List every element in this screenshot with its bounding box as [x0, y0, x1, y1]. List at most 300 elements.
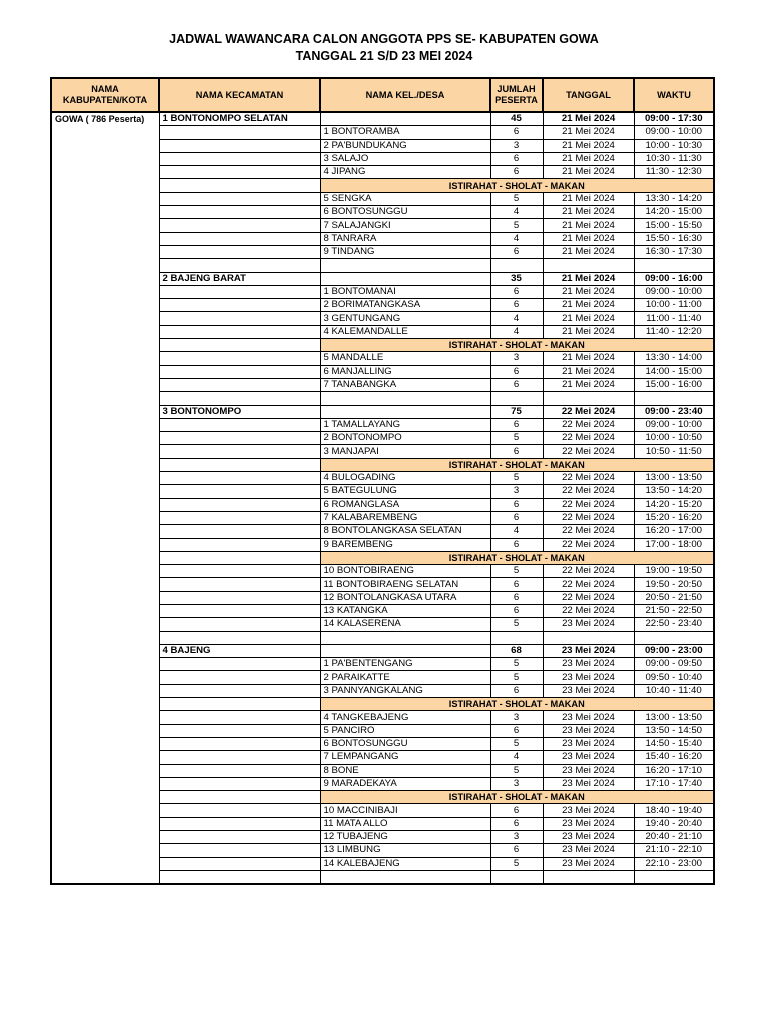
kecamatan-summary-row: [51, 644, 714, 657]
desa-name: 4 BULOGADING: [320, 472, 490, 485]
waktu-range: 13:30 - 14:20: [634, 192, 714, 205]
waktu-range: 10:00 - 10:50: [634, 432, 714, 445]
kabupaten-cell: [51, 525, 159, 538]
kabupaten-cell: [51, 206, 159, 219]
tanggal-value: 22 Mei 2024: [543, 565, 634, 578]
tanggal-value: 22 Mei 2024: [543, 405, 634, 418]
tanggal-value: 22 Mei 2024: [543, 498, 634, 511]
break-row: [51, 179, 714, 192]
kecamatan-cell: [159, 232, 320, 245]
tanggal-cell: [543, 870, 634, 884]
tanggal-value: 21 Mei 2024: [543, 152, 634, 165]
jumlah-value: 6: [490, 126, 543, 139]
waktu-range: 13:00 - 13:50: [634, 711, 714, 724]
break-label: ISTIRAHAT - SHOLAT - MAKAN: [320, 179, 714, 192]
kecamatan-cell: [159, 219, 320, 232]
break-label: ISTIRAHAT - SHOLAT - MAKAN: [320, 339, 714, 352]
desa-cell: [320, 405, 490, 418]
kabupaten-cell: [51, 312, 159, 325]
desa-name: 1 BONTORAMBA: [320, 126, 490, 139]
waktu-range: 11:30 - 12:30: [634, 166, 714, 179]
tanggal-value: 21 Mei 2024: [543, 325, 634, 338]
tanggal-value: 23 Mei 2024: [543, 644, 634, 657]
jumlah-value: 6: [490, 418, 543, 431]
table-row: [51, 658, 714, 671]
table-row: [51, 352, 714, 365]
kecamatan-cell: [159, 578, 320, 591]
kecamatan-cell: [159, 618, 320, 631]
kabupaten-name: GOWA ( 786 Peserta): [51, 112, 159, 126]
tanggal-value: 22 Mei 2024: [543, 578, 634, 591]
waktu-range: 10:00 - 10:30: [634, 139, 714, 152]
table-row: [51, 378, 714, 391]
kecamatan-cell: [159, 817, 320, 830]
jumlah-value: 4: [490, 312, 543, 325]
kecamatan-summary-row: [51, 405, 714, 418]
waktu-range: 11:00 - 11:40: [634, 312, 714, 325]
desa-name: 3 PANNYANGKALANG: [320, 684, 490, 697]
kabupaten-cell: [51, 418, 159, 431]
kecamatan-name: 2 BAJENG BARAT: [159, 272, 320, 285]
kecamatan-cell: [159, 498, 320, 511]
waktu-range: 14:20 - 15:00: [634, 206, 714, 219]
desa-name: 3 SALAJO: [320, 152, 490, 165]
header-jumlah: JUMLAH PESERTA: [490, 78, 543, 112]
kabupaten-cell: [51, 299, 159, 312]
jumlah-value: 6: [490, 538, 543, 551]
kecamatan-cell: [159, 458, 320, 471]
table-row: [51, 618, 714, 631]
kecamatan-cell: [159, 206, 320, 219]
kabupaten-cell: [51, 498, 159, 511]
kabupaten-cell: [51, 392, 159, 405]
waktu-range: 21:50 - 22:50: [634, 604, 714, 617]
kecamatan-summary-row: [51, 112, 714, 126]
tanggal-value: 23 Mei 2024: [543, 684, 634, 697]
desa-name: 2 PARAIKATTE: [320, 671, 490, 684]
kabupaten-cell: [51, 245, 159, 258]
table-row: [51, 684, 714, 697]
jumlah-cell: [490, 870, 543, 884]
kabupaten-cell: [51, 618, 159, 631]
desa-name: 13 KATANGKA: [320, 604, 490, 617]
jumlah-value: 5: [490, 737, 543, 750]
tanggal-value: 23 Mei 2024: [543, 857, 634, 870]
jumlah-value: 3: [490, 777, 543, 790]
kabupaten-cell: [51, 472, 159, 485]
desa-name: 3 MANJAPAI: [320, 445, 490, 458]
break-row: [51, 458, 714, 471]
desa-cell: [320, 392, 490, 405]
desa-name: 9 TINDANG: [320, 245, 490, 258]
jumlah-value: 3: [490, 485, 543, 498]
desa-cell: [320, 112, 490, 126]
header-row: [51, 78, 714, 112]
waktu-range: 11:40 - 12:20: [634, 325, 714, 338]
table-row: [51, 817, 714, 830]
kecamatan-cell: [159, 791, 320, 804]
kecamatan-name: 4 BAJENG: [159, 644, 320, 657]
kecamatan-cell: [159, 698, 320, 711]
waktu-range: 09:00 - 10:00: [634, 285, 714, 298]
kecamatan-cell: [159, 870, 320, 884]
table-row: [51, 285, 714, 298]
desa-name: 9 MARADEKAYA: [320, 777, 490, 790]
desa-name: 1 TAMALLAYANG: [320, 418, 490, 431]
table-row: [51, 139, 714, 152]
table-row: [51, 418, 714, 431]
header-tanggal: TANGGAL: [543, 78, 634, 112]
document-subtitle: TANGGAL 21 S/D 23 MEI 2024: [295, 49, 473, 63]
desa-name: 11 MATA ALLO: [320, 817, 490, 830]
jumlah-value: 5: [490, 671, 543, 684]
table-row: [51, 724, 714, 737]
kabupaten-cell: [51, 126, 159, 139]
kabupaten-cell: [51, 325, 159, 338]
jumlah-value: 6: [490, 365, 543, 378]
desa-cell: [320, 644, 490, 657]
table-row: [51, 485, 714, 498]
waktu-range: 16:20 - 17:10: [634, 764, 714, 777]
jumlah-value: 6: [490, 152, 543, 165]
desa-cell: [320, 631, 490, 644]
jumlah-total: 35: [490, 272, 543, 285]
waktu-range: 10:50 - 11:50: [634, 445, 714, 458]
waktu-cell: [634, 392, 714, 405]
table-row: [51, 152, 714, 165]
tanggal-value: 23 Mei 2024: [543, 764, 634, 777]
kecamatan-cell: [159, 591, 320, 604]
tanggal-value: 23 Mei 2024: [543, 751, 634, 764]
kabupaten-cell: [51, 831, 159, 844]
tanggal-cell: [543, 392, 634, 405]
waktu-range: 15:00 - 16:00: [634, 378, 714, 391]
desa-name: 9 BAREMBENG: [320, 538, 490, 551]
jumlah-value: 4: [490, 751, 543, 764]
tanggal-value: 23 Mei 2024: [543, 618, 634, 631]
table-row: [51, 445, 714, 458]
waktu-range: 18:40 - 19:40: [634, 804, 714, 817]
kecamatan-cell: [159, 472, 320, 485]
tanggal-value: 22 Mei 2024: [543, 432, 634, 445]
jumlah-value: 6: [490, 817, 543, 830]
kecamatan-cell: [159, 671, 320, 684]
kecamatan-cell: [159, 764, 320, 777]
jumlah-value: 6: [490, 445, 543, 458]
desa-name: 6 ROMANGLASA: [320, 498, 490, 511]
kecamatan-cell: [159, 511, 320, 524]
tanggal-cell: [543, 631, 634, 644]
kabupaten-cell: [51, 538, 159, 551]
table-row: [51, 206, 714, 219]
tanggal-value: 21 Mei 2024: [543, 206, 634, 219]
kecamatan-cell: [159, 166, 320, 179]
kabupaten-cell: [51, 139, 159, 152]
kecamatan-cell: [159, 365, 320, 378]
kabupaten-cell: [51, 219, 159, 232]
tanggal-cell: [543, 259, 634, 272]
tanggal-value: 21 Mei 2024: [543, 126, 634, 139]
desa-name: 2 BORIMATANGKASA: [320, 299, 490, 312]
desa-cell: [320, 870, 490, 884]
tanggal-value: 21 Mei 2024: [543, 312, 634, 325]
kabupaten-cell: [51, 870, 159, 884]
waktu-cell: [634, 870, 714, 884]
break-row: [51, 698, 714, 711]
waktu-range: 15:20 - 16:20: [634, 511, 714, 524]
tanggal-value: 23 Mei 2024: [543, 724, 634, 737]
table-row: [51, 538, 714, 551]
jumlah-value: 6: [490, 724, 543, 737]
break-label: ISTIRAHAT - SHOLAT - MAKAN: [320, 551, 714, 564]
jumlah-value: 6: [490, 498, 543, 511]
tanggal-value: 23 Mei 2024: [543, 658, 634, 671]
waktu-cell: [634, 631, 714, 644]
desa-name: 5 PANCIRO: [320, 724, 490, 737]
table-row: [51, 777, 714, 790]
jumlah-value: 6: [490, 684, 543, 697]
kecamatan-cell: [159, 126, 320, 139]
kecamatan-cell: [159, 299, 320, 312]
tanggal-value: 21 Mei 2024: [543, 272, 634, 285]
break-label: ISTIRAHAT - SHOLAT - MAKAN: [320, 698, 714, 711]
header-kecamatan: NAMA KECAMATAN: [159, 78, 320, 112]
kabupaten-cell: [51, 339, 159, 352]
jumlah-value: 5: [490, 219, 543, 232]
jumlah-total: 75: [490, 405, 543, 418]
waktu-range: 09:00 - 10:00: [634, 126, 714, 139]
waktu-range: 19:00 - 19:50: [634, 565, 714, 578]
kecamatan-cell: [159, 339, 320, 352]
tanggal-value: 22 Mei 2024: [543, 485, 634, 498]
table-row: [51, 166, 714, 179]
jumlah-value: 6: [490, 804, 543, 817]
desa-name: 14 KALEBAJENG: [320, 857, 490, 870]
kabupaten-cell: [51, 285, 159, 298]
tanggal-value: 23 Mei 2024: [543, 804, 634, 817]
break-row: [51, 551, 714, 564]
waktu-range: 13:50 - 14:20: [634, 485, 714, 498]
kabupaten-cell: [51, 152, 159, 165]
desa-name: 14 KALASERENA: [320, 618, 490, 631]
table-row: [51, 604, 714, 617]
kabupaten-cell: [51, 591, 159, 604]
table-row: [51, 565, 714, 578]
kabupaten-cell: [51, 272, 159, 285]
jumlah-value: 4: [490, 206, 543, 219]
tanggal-value: 23 Mei 2024: [543, 777, 634, 790]
desa-name: 10 BONTOBIRAENG: [320, 565, 490, 578]
jumlah-value: 5: [490, 565, 543, 578]
waktu-range: 19:50 - 20:50: [634, 578, 714, 591]
kecamatan-name: 3 BONTONOMPO: [159, 405, 320, 418]
desa-name: 13 LIMBUNG: [320, 844, 490, 857]
jumlah-value: 6: [490, 844, 543, 857]
desa-name: 4 KALEMANDALLE: [320, 325, 490, 338]
table-row: [51, 325, 714, 338]
desa-name: 8 BONTOLANGKASA SELATAN: [320, 525, 490, 538]
tanggal-value: 22 Mei 2024: [543, 511, 634, 524]
waktu-range: 13:50 - 14:50: [634, 724, 714, 737]
desa-name: 8 BONE: [320, 764, 490, 777]
kabupaten-cell: [51, 405, 159, 418]
table-row: [51, 578, 714, 591]
kabupaten-cell: [51, 684, 159, 697]
table-row: [51, 711, 714, 724]
kecamatan-cell: [159, 831, 320, 844]
table-row: [51, 671, 714, 684]
waktu-range: 22:10 - 23:00: [634, 857, 714, 870]
kecamatan-cell: [159, 804, 320, 817]
schedule-table: [50, 77, 715, 885]
kecamatan-cell: [159, 179, 320, 192]
waktu-range: 13:30 - 14:00: [634, 352, 714, 365]
jumlah-cell: [490, 259, 543, 272]
table-row: [51, 219, 714, 232]
kabupaten-cell: [51, 445, 159, 458]
kecamatan-cell: [159, 737, 320, 750]
kecamatan-cell: [159, 445, 320, 458]
kabupaten-cell: [51, 737, 159, 750]
desa-name: 4 TANGKEBAJENG: [320, 711, 490, 724]
kabupaten-cell: [51, 352, 159, 365]
kecamatan-cell: [159, 392, 320, 405]
kecamatan-cell: [159, 139, 320, 152]
tanggal-value: 23 Mei 2024: [543, 671, 634, 684]
desa-name: 4 JIPANG: [320, 166, 490, 179]
jumlah-value: 6: [490, 299, 543, 312]
waktu-range: 15:00 - 15:50: [634, 219, 714, 232]
tanggal-value: 23 Mei 2024: [543, 831, 634, 844]
waktu-range: 14:20 - 15:20: [634, 498, 714, 511]
waktu-range: 10:00 - 11:00: [634, 299, 714, 312]
waktu-range: 10:30 - 11:30: [634, 152, 714, 165]
desa-name: 7 KALABAREMBENG: [320, 511, 490, 524]
kecamatan-cell: [159, 285, 320, 298]
table-row: [51, 751, 714, 764]
kabupaten-cell: [51, 192, 159, 205]
kabupaten-cell: [51, 551, 159, 564]
waktu-range: 09:00 - 10:00: [634, 418, 714, 431]
tanggal-value: 21 Mei 2024: [543, 299, 634, 312]
kabupaten-cell: [51, 698, 159, 711]
waktu-range: 10:40 - 11:40: [634, 684, 714, 697]
jumlah-value: 4: [490, 525, 543, 538]
kabupaten-cell: [51, 485, 159, 498]
desa-name: 11 BONTOBIRAENG SELATAN: [320, 578, 490, 591]
kabupaten-cell: [51, 764, 159, 777]
tanggal-value: 21 Mei 2024: [543, 112, 634, 126]
kabupaten-cell: [51, 817, 159, 830]
waktu-range: 09:00 - 23:00: [634, 644, 714, 657]
tanggal-value: 21 Mei 2024: [543, 352, 634, 365]
waktu-range: 17:00 - 18:00: [634, 538, 714, 551]
tanggal-value: 21 Mei 2024: [543, 378, 634, 391]
kecamatan-cell: [159, 604, 320, 617]
table-row: [51, 844, 714, 857]
kecamatan-cell: [159, 152, 320, 165]
kecamatan-cell: [159, 312, 320, 325]
desa-name: 1 PA'BENTENGANG: [320, 658, 490, 671]
tanggal-value: 23 Mei 2024: [543, 711, 634, 724]
waktu-range: 17:10 - 17:40: [634, 777, 714, 790]
kabupaten-cell: [51, 232, 159, 245]
waktu-range: 22:50 - 23:40: [634, 618, 714, 631]
jumlah-value: 5: [490, 658, 543, 671]
table-row: [51, 804, 714, 817]
kecamatan-cell: [159, 844, 320, 857]
waktu-range: 19:40 - 20:40: [634, 817, 714, 830]
waktu-range: 20:40 - 21:10: [634, 831, 714, 844]
jumlah-value: 5: [490, 764, 543, 777]
kabupaten-cell: [51, 631, 159, 644]
desa-name: 1 BONTOMANAI: [320, 285, 490, 298]
kecamatan-cell: [159, 352, 320, 365]
kecamatan-summary-row: [51, 272, 714, 285]
kabupaten-cell: [51, 671, 159, 684]
desa-name: 2 BONTONOMPO: [320, 432, 490, 445]
kecamatan-cell: [159, 777, 320, 790]
kecamatan-cell: [159, 432, 320, 445]
waktu-range: 20:50 - 21:50: [634, 591, 714, 604]
header-desa: NAMA KEL./DESA: [320, 78, 490, 112]
kecamatan-name: 1 BONTONOMPO SELATAN: [159, 112, 320, 126]
kecamatan-cell: [159, 711, 320, 724]
break-row: [51, 791, 714, 804]
table-row: [51, 192, 714, 205]
kabupaten-cell: [51, 578, 159, 591]
kabupaten-cell: [51, 644, 159, 657]
kecamatan-cell: [159, 538, 320, 551]
table-row: [51, 472, 714, 485]
tanggal-value: 22 Mei 2024: [543, 538, 634, 551]
waktu-range: 14:50 - 15:40: [634, 737, 714, 750]
waktu-range: 09:50 - 10:40: [634, 671, 714, 684]
table-row: [51, 525, 714, 538]
jumlah-value: 3: [490, 711, 543, 724]
tanggal-value: 23 Mei 2024: [543, 844, 634, 857]
jumlah-total: 68: [490, 644, 543, 657]
kabupaten-cell: [51, 432, 159, 445]
desa-name: 6 BONTOSUNGGU: [320, 206, 490, 219]
table-row: [51, 511, 714, 524]
kabupaten-cell: [51, 857, 159, 870]
table-row: [51, 764, 714, 777]
desa-name: 5 SENGKA: [320, 192, 490, 205]
kecamatan-cell: [159, 551, 320, 564]
jumlah-value: 6: [490, 245, 543, 258]
jumlah-value: 5: [490, 857, 543, 870]
tanggal-value: 22 Mei 2024: [543, 418, 634, 431]
table-row: [51, 312, 714, 325]
desa-cell: [320, 272, 490, 285]
table-row: [51, 299, 714, 312]
desa-name: 7 LEMPANGANG: [320, 751, 490, 764]
jumlah-cell: [490, 631, 543, 644]
desa-name: 2 PA'BUNDUKANG: [320, 139, 490, 152]
jumlah-value: 6: [490, 166, 543, 179]
blank-row: [51, 870, 714, 884]
schedule-body: [51, 112, 714, 884]
waktu-range: 16:20 - 17:00: [634, 525, 714, 538]
waktu-range: 14:00 - 15:00: [634, 365, 714, 378]
header-kabupaten: NAMA KABUPATEN/KOTA: [51, 78, 159, 112]
waktu-range: 09:00 - 17:30: [634, 112, 714, 126]
jumlah-value: 6: [490, 378, 543, 391]
waktu-range: 09:00 - 16:00: [634, 272, 714, 285]
kecamatan-cell: [159, 418, 320, 431]
jumlah-value: 4: [490, 325, 543, 338]
